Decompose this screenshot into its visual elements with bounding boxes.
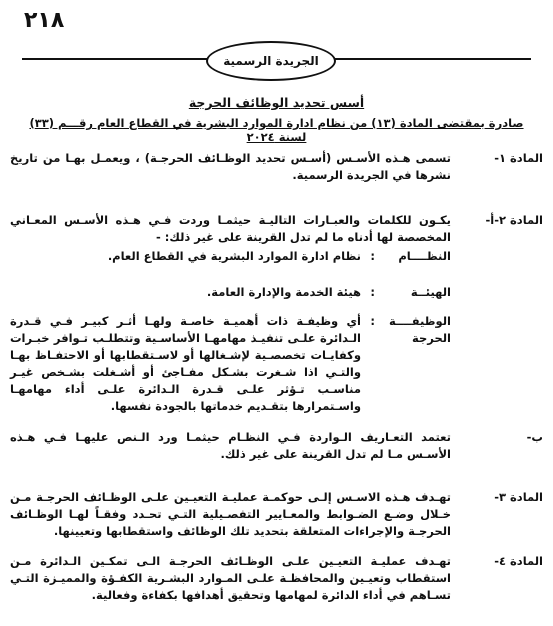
article-text: يكـون للكلمات والعبـارات التاليـة حيثمـا وردت فـي هـذه الأسـس المعـاني المخصصة لها أدناه ما لم تدل القرينة على غير ذلك: - — [10, 213, 451, 244]
gazette-header-oval — [206, 41, 336, 81]
gazette-name: الجريدة الرسمية — [223, 54, 319, 68]
article-2b — [10, 429, 543, 463]
article-text: تعتمد التعـاريف الـواردة فـي النظـام حيثمـا ورد الـنص عليهـا فـي هـذه الأسـس مـا لم تدل القرينة على غير ذلك. — [10, 430, 451, 461]
article-2a — [10, 212, 543, 246]
definition-authority: الهيئــة : هيئة الخدمة والإدارة العامة. — [10, 284, 543, 301]
article-4 — [10, 553, 543, 604]
article-3 — [10, 489, 543, 540]
article-label: المادة ٢-أ- — [485, 213, 543, 227]
article-label: المادة ٤- — [494, 554, 543, 568]
definition-critical-job: الوظيفــــة الحرجة : أي وظيفـة ذات أهميـة خاصـة ولهـا أثـر كبيـر فـي قـدرة الـدائرة علـى تنفيـذ مهامهـا الأساسـية وتتطلـب تـوافر خبـرات وكفايـات تخصصـية لإشـغالها أو لاسـتقطابها أو الاحتفـاظ بهـا والتـي اذا شـغرت بشـكل مفـاجئ أو أشـغلت بشـخص غيـر مناسـب تـؤثر علـى قـدرة الـدائرة علـى أداء مهامهـا واسـتمرارها بتقـديم خدماتها بالجودة نفسها. — [10, 314, 451, 413]
article-1 — [10, 150, 543, 184]
article-text: تهـدف عمليـة التعيـين علـى الوظـائف الحرجـة الـى تمكـين الـدائرة مـن استقطاب وتعيـين والمحافظـة علـى المـوارد البشـرية الكفـؤة والمميـزة التـي تسـاهم في أداء الدائرة لمهامها وتحقيق أهدافها بكفاءة وفعالية. — [10, 554, 451, 602]
article-label: المادة ١- — [494, 151, 543, 165]
definition-desc: هيئة الخدمة والإدارة العامة. — [206, 285, 361, 299]
definition-desc: أي وظيفـة ذات أهميـة خاصـة ولهـا أثـر كبيـر فـي قـدرة الـدائرة علـى تنفيـذ مهامهـا الأساسـية وتتطلـب تـوافر خبـرات وكفايـات تخصصـية لإشـغالها أو لاسـتقطابها أو الاحتفـاظ بهـا والتـي اذا شـغرت بشـكل مفـاجئ أو أشـغلت بشـخص غيـر مناسـب تـؤثر علـى قـدرة الـدائرة علـى أداء مهامهـا واسـتمرارها بتقـديم خدماتها بالجودة نفسها. — [10, 314, 361, 413]
definition-term: النظــــام — [398, 249, 451, 263]
article-label: ب- — [526, 430, 543, 444]
definition-system: النظــــام : نظام ادارة الموارد البشرية في القطاع العام. — [10, 248, 543, 265]
article-text: تسمى هـذه الأسـس (أسـس تحديد الوظـائف الحرجـة) ، ويعمـل بهـا من تاريخ نشرها في الجريدة الرسمية. — [10, 151, 451, 182]
definition-term: الهيئــة — [410, 285, 451, 299]
document-subtitle: صادرة بمقتضى المادة (١٣) من نظام ادارة الموارد البشرية في القطاع العام رقـــم (٣٣) لسنة ٢٠٢٤ — [29, 116, 524, 144]
page-number: ٢١٨ — [24, 8, 65, 33]
definition-desc: نظام ادارة الموارد البشرية في القطاع العام. — [107, 249, 361, 263]
document-title: أسس تحديد الوظائف الحرجة — [188, 95, 365, 110]
article-text: تهـدف هـذه الاسـس إلـى حوكمـة عمليـة التعيـين علـى الوظـائف الحرجـة مـن خـلال وضـع الضـوابط والمعـايير التفصـيلية التـي تحـدد وفقـاً لهـا الوظـائف الحرجـة والإجراءات المتعلقة بتحديد تلك الوظائف واستقطابها وتعيينها. — [10, 490, 451, 538]
article-label: المادة ٣- — [494, 490, 543, 504]
definition-term: الوظيفــــة الحرجة — [389, 314, 451, 345]
